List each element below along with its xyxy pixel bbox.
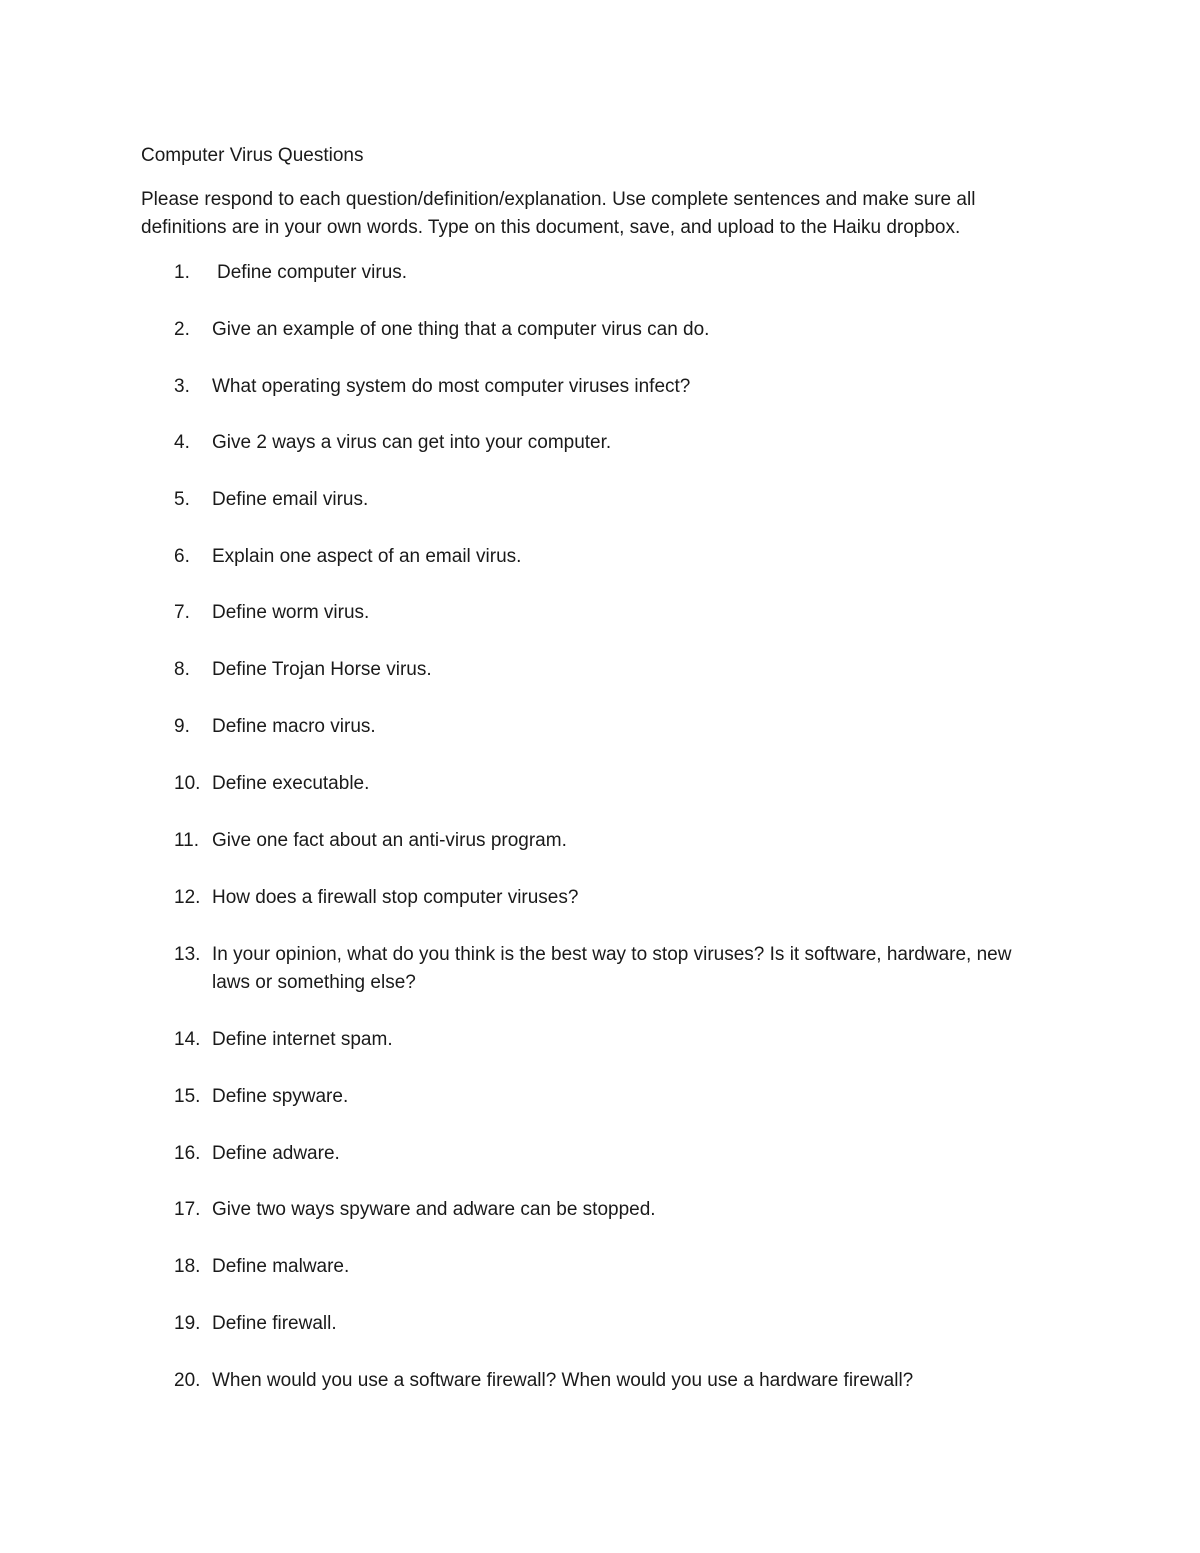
question-number: 13. (174, 944, 201, 965)
question-number: 4. (174, 432, 190, 453)
question-text: Define malware. (212, 1256, 350, 1277)
question-number: 5. (174, 489, 190, 510)
question-number: 18. (174, 1256, 201, 1277)
question-text: Give 2 ways a virus can get into your computer. (212, 432, 612, 453)
question-number: 14. (174, 1029, 201, 1050)
question-text: Define macro virus. (212, 716, 376, 737)
question-number: 1. (174, 262, 190, 283)
question-number: 7. (174, 602, 190, 623)
question-number: 20. (174, 1370, 201, 1391)
question-text: Define executable. (212, 773, 370, 794)
question-text: What operating system do most computer viruses infect? (212, 376, 691, 397)
question-number: 19. (174, 1313, 201, 1334)
question-text: Define worm virus. (212, 602, 370, 623)
question-text: Define internet spam. (212, 1029, 393, 1050)
question-number: 17. (174, 1199, 201, 1220)
question-number: 6. (174, 546, 190, 567)
question-text: Define adware. (212, 1143, 340, 1164)
question-text: Define spyware. (212, 1086, 349, 1107)
question-text: Define firewall. (212, 1313, 337, 1334)
question-number: 10. (174, 773, 201, 794)
instructions-line: Please respond to each question/definition/explanation. Use complete sentences and make sure all (141, 189, 976, 210)
question-text: Define Trojan Horse virus. (212, 659, 432, 680)
question-text (212, 941, 1072, 997)
question-number: 11. (174, 830, 200, 851)
question-text: Define email virus. (212, 489, 369, 510)
question-number: 12. (174, 887, 201, 908)
question-text: When would you use a software firewall? When would you use a hardware firewall? (212, 1370, 914, 1391)
question-text: Give two ways spyware and adware can be stopped. (212, 1199, 656, 1220)
question-text: Explain one aspect of an email virus. (212, 546, 522, 567)
question-text-line: laws or something else? (212, 972, 416, 993)
question-number: 16. (174, 1143, 201, 1164)
document-title: Computer Virus Questions (141, 145, 364, 166)
question-text-line: In your opinion, what do you think is the best way to stop viruses? Is it software, hardware, new (212, 944, 1012, 965)
question-number: 2. (174, 319, 190, 340)
question-text: Give an example of one thing that a computer virus can do. (212, 319, 710, 340)
instructions-line: definitions are in your own words. Type on this document, save, and upload to the Haiku dropbox. (141, 217, 961, 238)
question-text: Give one fact about an anti-virus program. (212, 830, 567, 851)
question-text: How does a firewall stop computer viruses? (212, 887, 579, 908)
question-number: 15. (174, 1086, 201, 1107)
question-text: Define computer virus. (217, 262, 408, 283)
question-number: 9. (174, 716, 190, 737)
question-number: 8. (174, 659, 190, 680)
question-number: 3. (174, 376, 190, 397)
